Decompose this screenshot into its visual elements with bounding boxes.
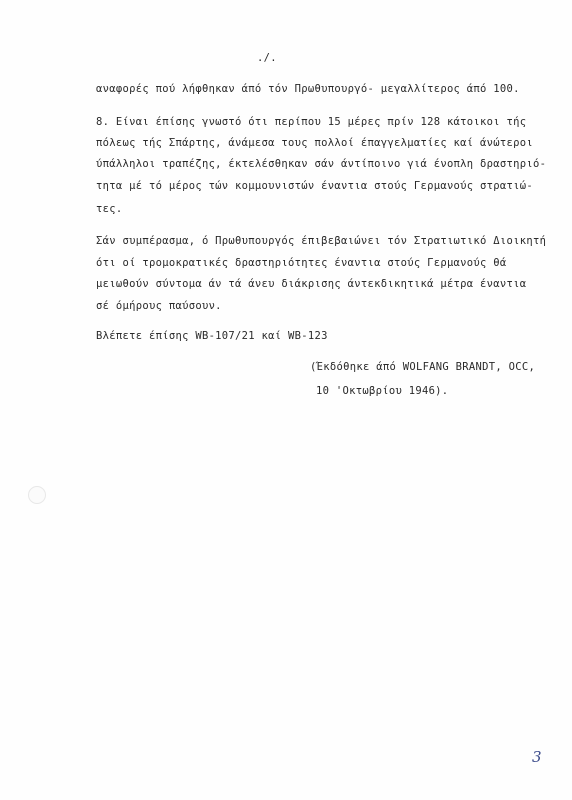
text-line: ότι οί τρομοκρατικές δραστηριότητες έναντια στούς Γερμανούς θά bbox=[96, 257, 507, 269]
issued-date-line: 10 'Οκτωβρίου 1946). bbox=[316, 385, 449, 397]
see-also-line: Βλέπετε έπίσης WB-107/21 καί WB-123 bbox=[96, 330, 328, 342]
text-line: 8. Είναι έπίσης γνωστό ότι περίπου 15 μέρες πρίν 128 κάτοικοι τής bbox=[96, 116, 527, 128]
text-line: ύπάλληλοι τραπέζης, έκτελέσθηκαν σάν άντίποινο γιά ένοπλη δραστηριό- bbox=[96, 158, 547, 170]
text-line: πόλεως τής Σπάρτης, άνάμεσα τους πολλοί έπαγγελματίες καί άνώτεροι bbox=[96, 137, 534, 149]
punch-hole-mark bbox=[28, 486, 46, 504]
text-line: αναφορές πού λήφθηκαν άπό τόν Πρωθυπουργό- μεγαλλίτερος άπό 100. bbox=[96, 83, 520, 95]
issued-by-line: (Έκδόθηκε άπό WOLFANG BRANDT, OCC, bbox=[310, 361, 536, 373]
text-line: τες. bbox=[96, 203, 123, 215]
text-line: σέ όμήρους παύσουν. bbox=[96, 300, 222, 312]
text-line: μειωθούν σύντομα άν τά άνευ διάκρισης άντεκδικητικά μέτρα έναντια bbox=[96, 278, 527, 290]
page-number: 3 bbox=[532, 748, 542, 766]
text-line: Σάν συμπέρασμα, ό Πρωθυπουργός έπιβεβαιώνει τόν Στρατιωτικό Διοικητή bbox=[96, 235, 547, 247]
continuation-mark: ./. bbox=[257, 52, 277, 64]
text-line: τητα μέ τό μέρος τών κομμουνιστών έναντια στούς Γερμανούς στρατιώ- bbox=[96, 180, 534, 192]
